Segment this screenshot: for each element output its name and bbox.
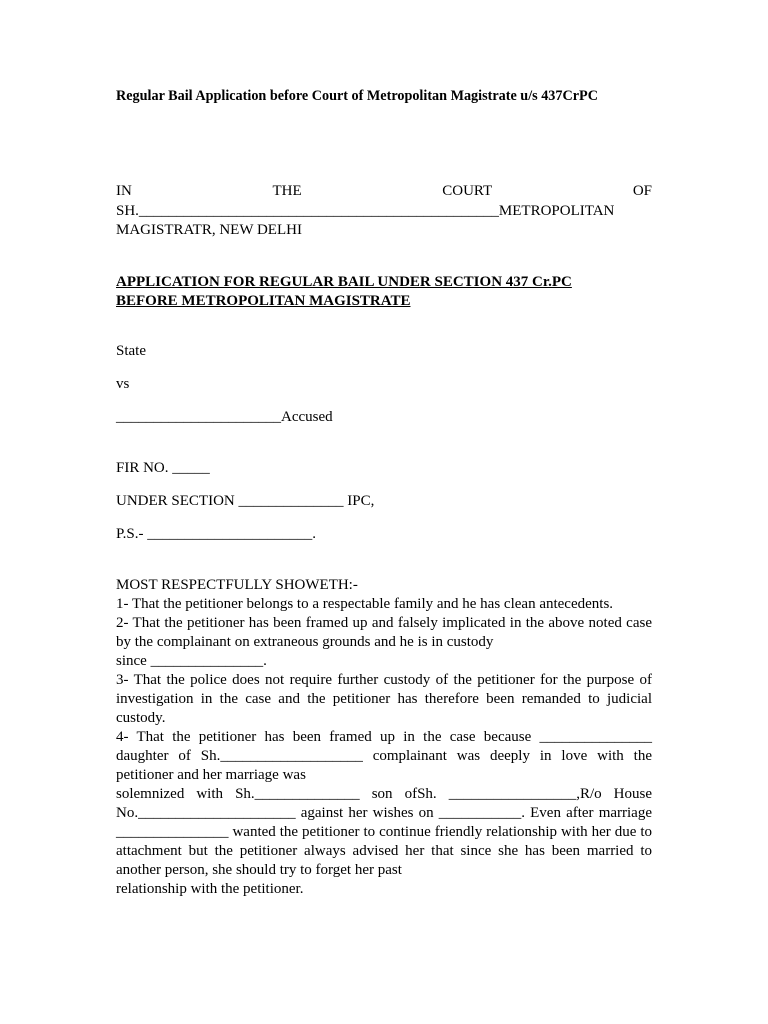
court-word: COURT (442, 183, 493, 199)
paragraph-4-end: relationship with the petitioner. (116, 881, 304, 897)
court-word: IN (116, 183, 132, 199)
paragraph-1: 1- That the petitioner belongs to a respectable family and he has clean antecedents. (116, 596, 614, 612)
paragraph-2: 2- That the petitioner has been framed up and falsely implicated in the above noted case by the complainant on extraneous grounds and he is in custody (116, 615, 652, 650)
party-state: State (116, 343, 146, 359)
paragraph-4-continued: solemnized with Sh.______________ son ofSh. _________________,R/o House No._____________________ against her wishes on ___________. Even after marriage _______________ wanted the petitioner to continue friendly relationship with her due to attachment but the petitioner always advised her that since she has been married to another person, she should try to forget her past (116, 786, 652, 878)
paragraph-4: 4- That the petitioner has been framed up in the case because _______________ daughter of Sh.___________________ complainant was deeply in love with the petitioner and her marriage was (116, 729, 652, 783)
application-heading (116, 273, 656, 311)
paragraph-2-continued: since _______________. (116, 653, 267, 669)
heading-line-2: BEFORE METROPOLITAN MAGISTRATE (116, 293, 411, 309)
court-line-3: MAGISTRATR, NEW DELHI (116, 222, 302, 238)
opening-line: MOST RESPECTFULLY SHOWETH:- (116, 577, 358, 593)
paragraph-3: 3- That the police does not require further custody of the petitioner for the purpose of investigation in the case and the petitioner has therefore been remanded to judicial custody. (116, 672, 652, 726)
police-station: P.S.- ______________________. (116, 526, 317, 542)
heading-line-1: APPLICATION FOR REGULAR BAIL UNDER SECTION 437 Cr.PC (116, 274, 572, 290)
court-word: THE (272, 183, 302, 199)
document-title: Regular Bail Application before Court of Metropolitan Magistrate u/s 437CrPC (116, 88, 598, 104)
court-line-2: SH.________________________________________________METROPOLITAN (116, 203, 615, 219)
document-body (116, 576, 652, 899)
under-section: UNDER SECTION ______________ IPC, (116, 493, 375, 509)
party-accused: ______________________Accused (116, 409, 333, 425)
court-line-1 (116, 183, 652, 200)
court-word: OF (632, 183, 652, 199)
party-vs: vs (116, 376, 130, 392)
fir-number: FIR NO. _____ (116, 460, 210, 476)
